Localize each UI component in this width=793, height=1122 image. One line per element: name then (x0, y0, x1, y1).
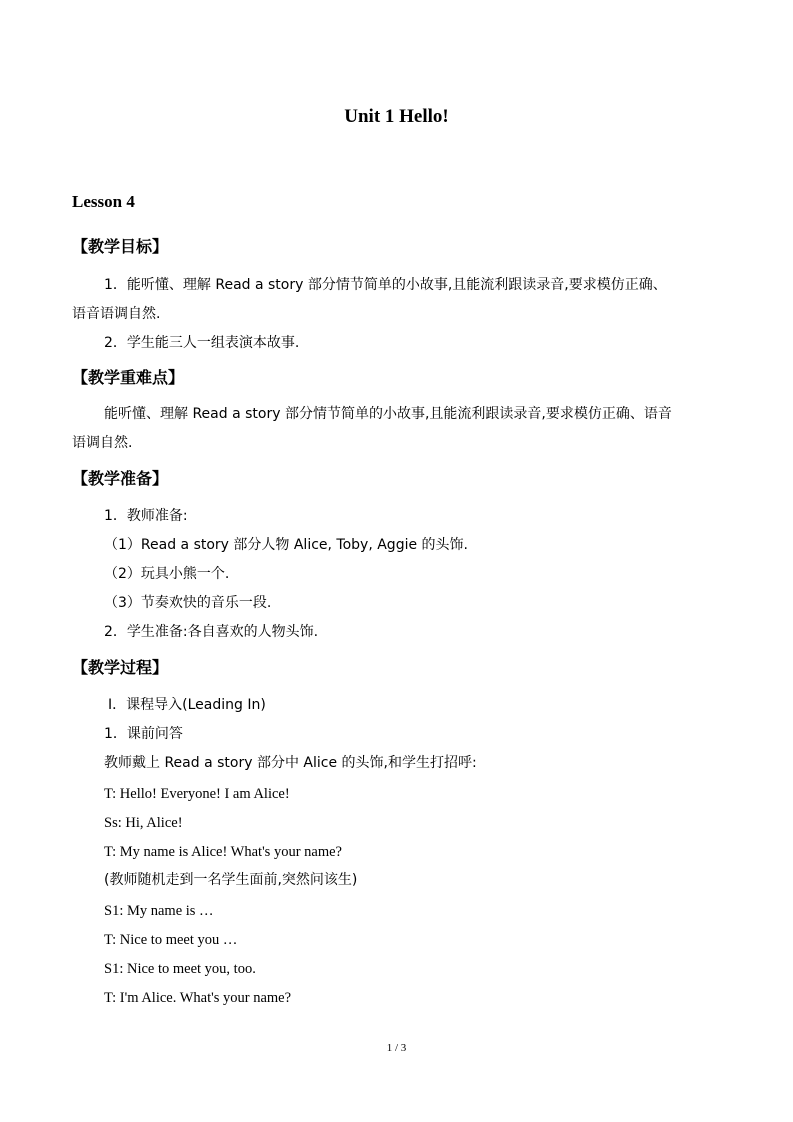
section-heading-process: 【教学过程】 (72, 658, 169, 677)
process-step-title: Ⅰ．课程导入(Leading In) (108, 697, 266, 713)
document-title: Unit 1 Hello! (344, 106, 449, 127)
dialogue-line: S1: Nice to meet you, too. (104, 961, 256, 977)
preparation-item-1: （1）Read a story 部分人物 Alice, Toby, Aggie 的头饰. (104, 537, 468, 553)
section-heading-key-points: 【教学重难点】 (72, 368, 185, 387)
section-heading-preparation: 【教学准备】 (72, 469, 169, 488)
page-number: 1 / 3 (386, 1042, 407, 1054)
preparation-item-3: （3）节奏欢快的音乐一段. (104, 595, 272, 611)
objective-line-2: 2．学生能三人一组表演本故事. (104, 335, 300, 351)
key-point-line-1b: 语调自然. (72, 435, 133, 451)
process-sub-title: 1．课前问答 (104, 726, 183, 742)
dialogue-line: T: I'm Alice. What's your name? (104, 990, 292, 1006)
dialogue-line: S1: My name is … (104, 903, 214, 919)
dialogue-line: (教师随机走到一名学生面前,突然问该生) (104, 872, 358, 888)
objective-line-1b: 语音语调自然. (72, 306, 161, 322)
preparation-line-2: 2．学生准备:各自喜欢的人物头饰. (104, 624, 319, 640)
preparation-item-2: （2）玩具小熊一个. (104, 566, 230, 582)
process-intro: 教师戴上 Read a story 部分中 Alice 的头饰,和学生打招呼: (104, 755, 477, 771)
dialogue-line: T: My name is Alice! What's your name? (104, 844, 342, 860)
key-point-line-1a: 能听懂、理解 Read a story 部分情节简单的小故事,且能流利跟读录音,要求模仿正确、语音 (104, 406, 672, 422)
preparation-line-1: 1．教师准备: (104, 508, 188, 524)
dialogue-line: T: Hello! Everyone! I am Alice! (104, 786, 290, 802)
objective-line-1a: 1．能听懂、理解 Read a story 部分情节简单的小故事,且能流利跟读录音,要求模仿正确、 (104, 277, 667, 293)
lesson-label: Lesson 4 (72, 192, 135, 211)
dialogue-line: T: Nice to meet you … (104, 932, 238, 948)
dialogue-line: Ss: Hi, Alice! (104, 815, 183, 831)
section-heading-objectives: 【教学目标】 (72, 237, 169, 256)
